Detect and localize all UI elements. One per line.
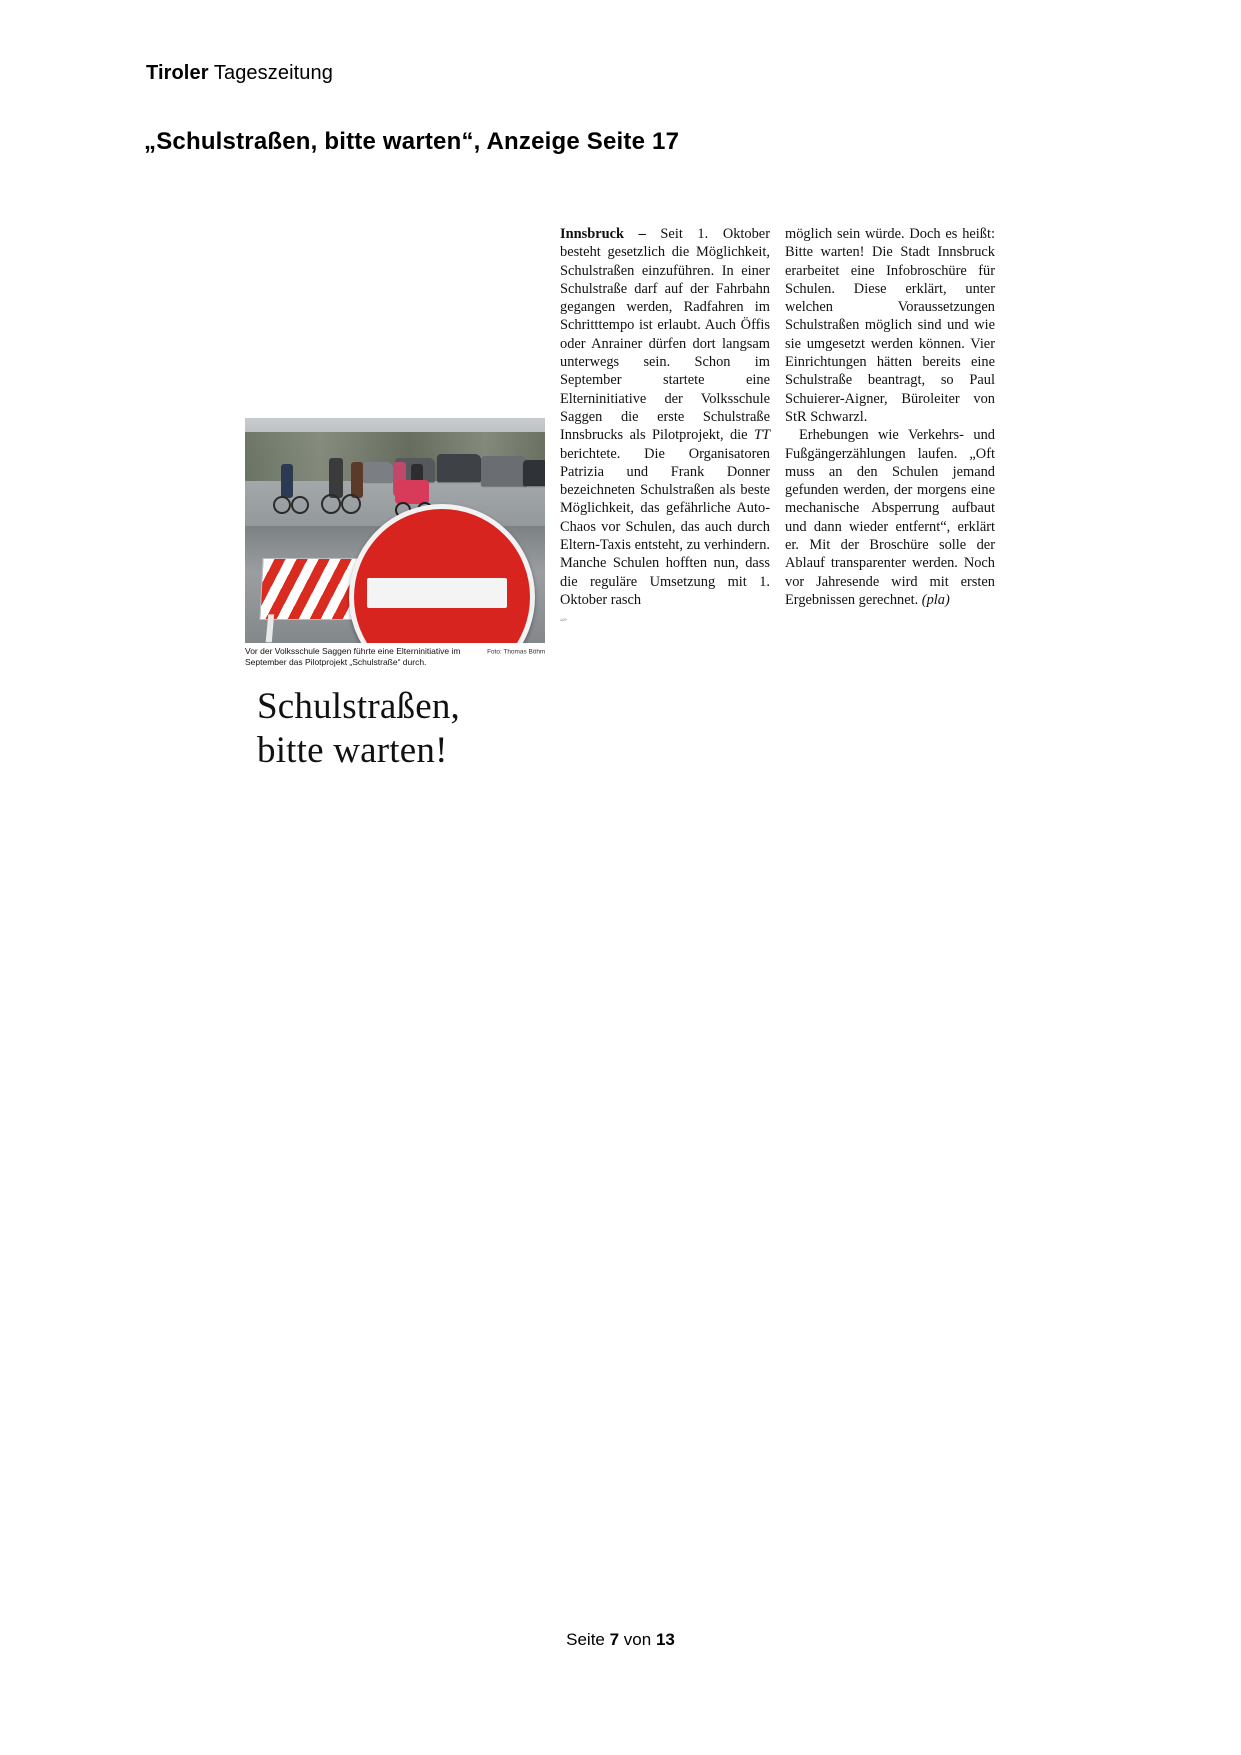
masthead-brand-light: Tageszeitung — [213, 62, 333, 84]
photo-caption-text: Vor der Volksschule Saggen führte eine Elterninitiative im September das Pilotprojekt „Schulstraße“ durch. — [245, 646, 461, 667]
article-italic-tt: TT — [753, 427, 770, 444]
footer-middle: von — [619, 1630, 656, 1649]
newspaper-clipping — [245, 225, 1000, 795]
article-column-2 — [785, 225, 995, 609]
page-title: „Schulstraßen, bitte warten“, Anzeige Seite 17 — [144, 128, 680, 155]
article-column-1 — [560, 225, 770, 632]
clipping-headline-line-2: bitte warten! — [257, 730, 448, 771]
article-dateline: Innsbruck – — [560, 226, 646, 242]
article-paragraph — [560, 225, 770, 609]
photo-bicycle-wheel — [291, 496, 309, 514]
photo-pedestrian — [329, 458, 343, 498]
article-text-1: Seit 1. Oktober besteht gesetzlich die Möglichkeit, Schulstraßen einzuführen. In einer Schulstraße darf auf der Fahrbahn gegangen werden, Radfahren im Schritttempo ist erlaubt. Auch Öffis oder Anrainer dürfen dort langsam unterwegs sein. Schon im September startete eine Elterninitiative der Volksschule Saggen die erste Schulstraße Innsbrucks als Pilotprojekt, die — [560, 226, 770, 444]
clipping-headline — [257, 685, 557, 773]
masthead-brand-bold: Tiroler — [146, 62, 209, 84]
photo-car — [437, 454, 481, 482]
photo-bicycle-wheel — [321, 494, 341, 514]
article-text-2: berichtete. Die Organisatoren Patrizia und Frank Donner bezeichneten Schulstraßen als beste Möglichkeit, das gefährliche Auto-Chaos vor Schulen, das auch durch Eltern-Taxis entsteht, zu verhindern. Manche Schulen hofften nun, dass die reguläre Umsetzung mit 1. Oktober rasch — [560, 445, 770, 608]
photo-bicycle-wheel — [341, 494, 361, 514]
no-entry-sign-icon — [349, 504, 535, 643]
photo-car — [523, 460, 545, 486]
footer-page-number: 7 — [609, 1630, 620, 1649]
photo-stroller — [395, 480, 429, 504]
photo-credit: Foto: Thomas Böhm — [486, 648, 545, 656]
footer-prefix: Seite — [566, 1630, 610, 1649]
footer-total-pages: 13 — [655, 1630, 675, 1649]
article-paragraph: möglich sein würde. Doch es heißt: Bitte warten! Die Stadt Innsbruck erarbeitet eine Infobroschüre für Schulen. Diese erklärt, unter welchen Voraussetzungen Schulstraßen möglich sind und wie sie umgesetzt werden können. Vier Einrichtungen hätten bereits eine Schulstraße beantragt, so Paul Schuierer-Aigner, Büroleiter von StR Schwarzl. — [785, 226, 995, 425]
photo-pedestrian — [351, 462, 363, 498]
clipping-headline-line-1: Schulstraßen, — [257, 686, 460, 727]
article-photo — [245, 418, 545, 643]
photo-cyclist — [281, 464, 293, 498]
article-text-3: Erhebungen wie Verkehrs- und Fußgängerzählungen laufen. „Oft muss an den Schulen jemand gefunden werden, der morgens eine mechanische Absperrung aufbaut und dann wieder entfernt“, erklärt er. Mit der Broschüre solle der Ablauf transparenter werden. Noch vor Jahresende wird mit ersten Ergebnissen gerechnet. — [785, 427, 995, 608]
no-entry-sign-bar — [367, 578, 507, 608]
column-continuation-mark: “” — [560, 617, 566, 628]
photo-caption — [245, 646, 545, 668]
masthead — [146, 62, 333, 85]
photo-car — [481, 456, 527, 486]
photo-illustration — [245, 418, 545, 643]
photo-car — [363, 462, 393, 482]
article-byline: (pla) — [921, 591, 950, 608]
page-footer — [0, 1630, 1241, 1650]
article-paragraph — [785, 426, 995, 609]
photo-bicycle-wheel — [273, 496, 291, 514]
